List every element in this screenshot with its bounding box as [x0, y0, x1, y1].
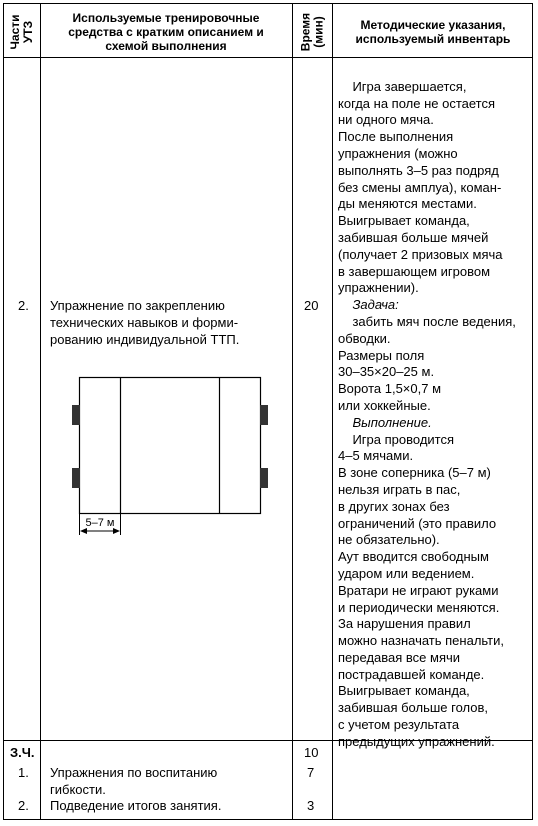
final-item-1-text: Упражнения по воспитанию гибкости.: [50, 765, 218, 797]
field-outline: [80, 378, 261, 514]
header-parts: Части УТЗ: [8, 14, 35, 50]
notes-execution-heading: Выполнение.: [352, 414, 432, 430]
table-border-left: [3, 3, 4, 820]
header-notes: Методические указания, используемый инвентарь: [355, 18, 511, 46]
notes-task-heading: Задача:: [352, 297, 399, 313]
notes-execution-body: Игра проводится 4–5 мячами. В зоне соперника (5–7 м) нельзя играть в пас, в других зонах без ограничений (это правило не обязательно). Аут вводится свободным ударом или ведением. Вратари не играют руками и периодически меняются. За нарушения правил можно назначать пенальти, передавая все мячи пострадавшей команде. Выигрывает команда, забившая больше голов, с учетом результата предыдущих упражнений.: [338, 431, 504, 749]
goal-right-bottom: [260, 468, 268, 488]
table-border-right: [532, 3, 533, 820]
table-border-top: [3, 3, 533, 4]
header-time-cell: [293, 7, 332, 57]
column-divider-1: [40, 3, 41, 820]
final-item-2-text: Подведение итогов занятия.: [50, 798, 222, 813]
final-item-1-time: 7: [307, 765, 315, 780]
goal-right-top: [260, 405, 268, 425]
exercise-description: Упражнение по закреплению технических навыков и форми- рованию индивидуальной ТТП.: [50, 298, 240, 347]
row-part-number: 2.: [18, 298, 29, 313]
final-item-2-time: 3: [307, 798, 315, 813]
header-exercises: Используемые тренировочные средства с кратким описанием и схемой выполнения: [68, 11, 264, 53]
header-divider: [3, 57, 533, 58]
column-divider-2: [292, 3, 293, 820]
final-item-1-number: 1.: [18, 765, 29, 780]
dimension-label: 5–7 м: [85, 517, 115, 529]
method-notes: [338, 62, 516, 767]
header-parts-cell: [4, 7, 40, 57]
lesson-plan-table: [3, 3, 533, 820]
table-border-bottom: [3, 819, 533, 820]
exercise-time: 20: [304, 298, 319, 313]
column-divider-3: [332, 3, 333, 820]
field-diagram: [72, 369, 279, 539]
final-section-time: 10: [304, 745, 319, 760]
goal-left-bottom: [72, 468, 80, 488]
notes-game-end: Игра завершается, когда на поле не остается ни одного мяча. После выполнения упражнения (можно выполнять 3–5 раз подряд без смены амплуа), коман- ды меняются местами. Выигрывает команда, забившая больше мячей (получает 2 призовых мяча в завершающем игровом упражнении).: [338, 78, 503, 296]
goal-left-top: [72, 405, 80, 425]
notes-task-body: забить мяч после ведения, обводки. Размеры поля 30–35×20–25 м. Ворота 1,5×0,7 м или хоккейные.: [338, 313, 516, 413]
final-item-2-number: 2.: [18, 798, 29, 813]
final-section-label: З.Ч.: [10, 745, 35, 760]
header-time: Время (мин): [298, 12, 326, 52]
